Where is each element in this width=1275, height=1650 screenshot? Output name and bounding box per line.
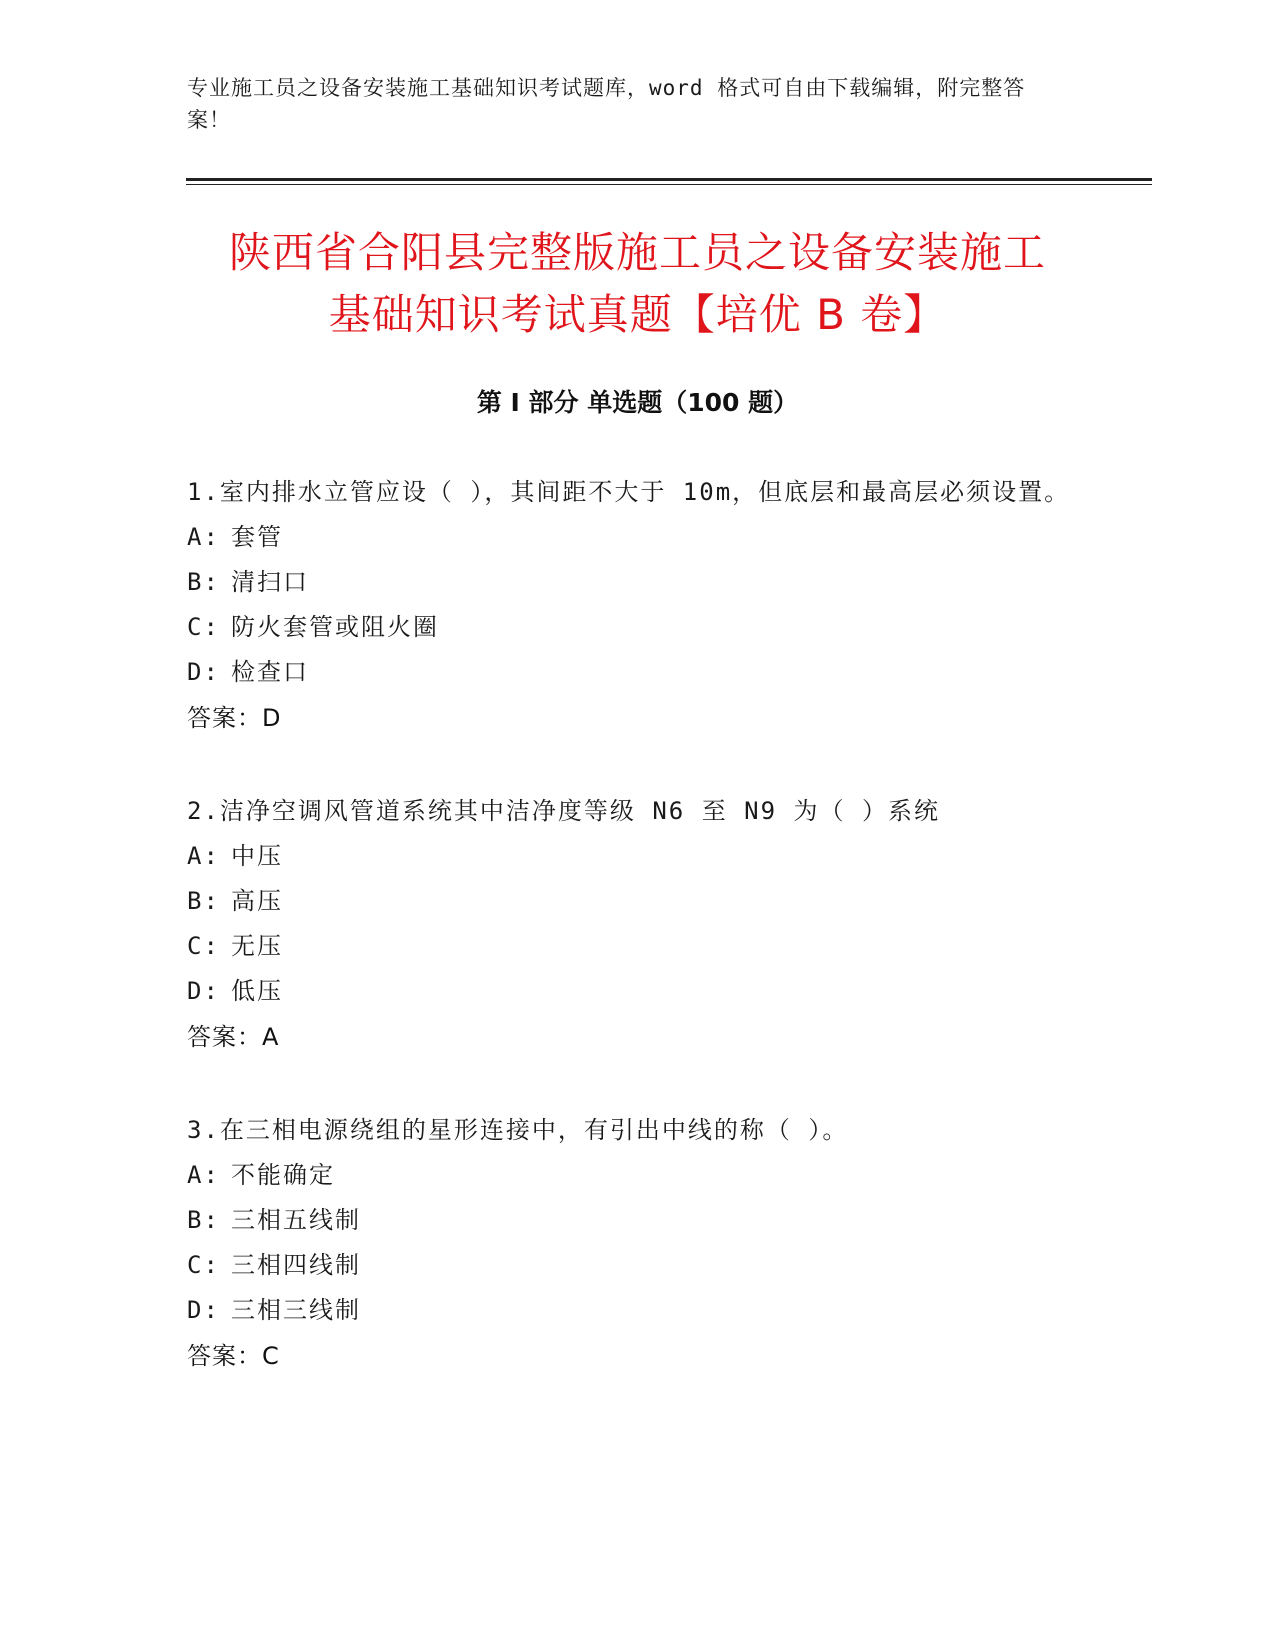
- header-divider-thin: [186, 184, 1152, 185]
- option-text: 三相四线制: [231, 1251, 361, 1279]
- option-text: 中压: [231, 842, 283, 870]
- option-text: 高压: [231, 887, 283, 915]
- question-3: [187, 1108, 1077, 1379]
- option-d: [187, 650, 1077, 695]
- option-key: C:: [187, 932, 220, 960]
- option-a: [187, 1153, 1077, 1198]
- option-key: D:: [187, 977, 220, 1005]
- option-text: 防火套管或阻火圈: [231, 613, 439, 641]
- option-text: 三相五线制: [231, 1206, 361, 1234]
- option-text: 低压: [231, 977, 283, 1005]
- option-c: [187, 924, 1077, 969]
- question-stem: 2.洁净空调风管道系统其中洁净度等级 N6 至 N9 为（ ）系统: [187, 797, 940, 825]
- option-a: [187, 515, 1077, 560]
- option-text: 三相三线制: [231, 1296, 361, 1324]
- option-a: [187, 834, 1077, 879]
- option-key: D:: [187, 658, 220, 686]
- question-1: [187, 470, 1077, 741]
- option-text: 检查口: [231, 658, 309, 686]
- document-title-line1: 陕西省合阳县完整版施工员之设备安装施工: [228, 228, 1046, 277]
- option-text: 无压: [231, 932, 283, 960]
- header-note: 专业施工员之设备安装施工基础知识考试题库，word 格式可自由下载编辑，附完整答案！: [187, 76, 1026, 132]
- document-title: [150, 222, 1125, 346]
- answer: 答案：A: [187, 1023, 280, 1051]
- option-key: D:: [187, 1296, 220, 1324]
- option-b: [187, 879, 1077, 924]
- option-key: A:: [187, 842, 220, 870]
- option-key: A:: [187, 1161, 220, 1189]
- option-c: [187, 605, 1077, 650]
- question-stem: 1.室内排水立管应设（ ），其间距不大于 10m，但底层和最高层必须设置。: [187, 478, 1071, 506]
- option-text: 套管: [231, 523, 283, 551]
- option-b: [187, 1198, 1077, 1243]
- option-b: [187, 560, 1077, 605]
- question-list: [187, 470, 1077, 1427]
- option-key: B:: [187, 887, 220, 915]
- option-text: 清扫口: [231, 568, 309, 596]
- option-key: C:: [187, 1251, 220, 1279]
- section-title: 第 I 部分 单选题（100 题）: [476, 388, 799, 417]
- option-key: C:: [187, 613, 220, 641]
- option-d: [187, 1288, 1077, 1333]
- option-d: [187, 969, 1077, 1014]
- header-divider-thick: [186, 178, 1152, 181]
- answer: 答案：D: [187, 704, 282, 732]
- option-key: A:: [187, 523, 220, 551]
- document-title-line2: 基础知识考试真题【培优 B 卷】: [328, 290, 947, 339]
- question-2: [187, 789, 1077, 1060]
- question-stem: 3.在三相电源绕组的星形连接中，有引出中线的称（ ）。: [187, 1116, 849, 1144]
- option-text: 不能确定: [231, 1161, 335, 1189]
- option-c: [187, 1243, 1077, 1288]
- answer: 答案：C: [187, 1342, 280, 1370]
- option-key: B:: [187, 1206, 220, 1234]
- option-key: B:: [187, 568, 220, 596]
